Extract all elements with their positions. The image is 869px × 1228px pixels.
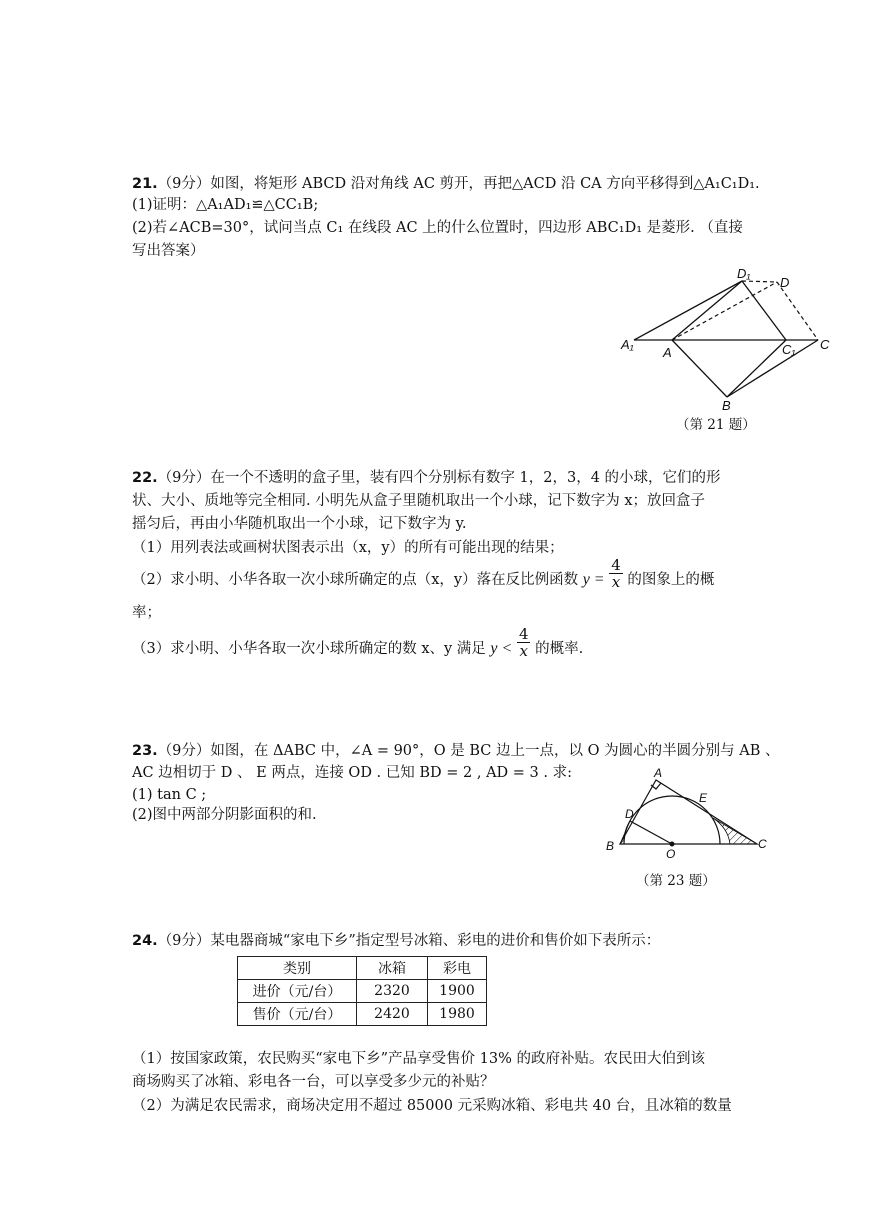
q22-line5: （2）求小明、小华各取一次小球所确定的点（x，y）落在反比例函数 y = $\frac{4}{x}$ 的图象上的概 [132, 555, 715, 591]
q21-label-d1: D₁ [737, 266, 751, 281]
table-row [238, 980, 487, 1003]
q21-line-d1c1 [742, 281, 786, 340]
q23-label-c: C [758, 837, 767, 851]
q23-label-o: O [666, 847, 676, 861]
q22-eq2-fraction: $\frac{4}{x}$ [518, 624, 529, 660]
q22-line4: （1）用列表法或画树状图表示出（x，y）的所有可能出现的结果； [132, 540, 564, 556]
table-cell: 1980 [428, 1003, 487, 1026]
table-cell: 进价（元/台） [238, 980, 357, 1003]
q22-line1: 22.（9分）在一个不透明的盒子里，装有四个分别标有数字 1，2，3，4 的小球，它们的形 [132, 470, 721, 486]
q23-semicircle [624, 796, 720, 844]
q21-line-ab [672, 340, 727, 397]
q21-line-ad-dashed [672, 282, 777, 340]
q21-label-a1: A₁ [621, 337, 634, 352]
q23-label-e: E [699, 791, 708, 805]
q22-eq1-lhs: y = [582, 571, 605, 588]
q22-line7: （3）求小明、小华各取一次小球所确定的数 x、y 满足 y < $\frac{4}{x}$ 的概率. [132, 624, 584, 660]
q23-caption: （第 23 题） [636, 873, 716, 889]
q21-caption: （第 21 题） [676, 417, 756, 433]
q24-number: 24. [132, 933, 158, 949]
q21-line1: 21.（9分）如图，将矩形 ABCD 沿对角线 AC 剪开，再把△ACD 沿 CA 方向平移得到△A₁C₁D₁. [132, 176, 760, 192]
table-cell: 1900 [428, 980, 487, 1003]
q24-price-table [237, 956, 487, 1026]
q23-shade-right [713, 818, 757, 844]
table-header-cell: 类别 [238, 957, 357, 980]
q23-right-angle [651, 783, 661, 789]
q22-number: 22. [132, 470, 158, 486]
q23-number: 23. [132, 743, 158, 759]
q23-line1: 23.（9分）如图，在 ΔABC 中，∠A = 90°，O 是 BC 边上一点，以 O 为圆心的半圆分别与 AB 、 [132, 743, 780, 759]
q21-line3: (2)若∠ACB=30°，试问当点 C₁ 在线段 AC 上的什么位置时，四边形 ABC₁D₁ 是菱形. （直接 [132, 220, 743, 236]
q23-line4: (2)图中两部分阴影面积的和. [132, 807, 317, 823]
table-cell: 2320 [357, 980, 428, 1003]
table-header-cell: 冰箱 [357, 957, 428, 980]
q22-eq2-lhs: y < [490, 640, 513, 657]
q21-label-b: B [722, 398, 731, 413]
q24-line1: 24.（9分）某电器商城“家电下乡”指定型号冰箱、彩电的进价和售价如下表所示： [132, 933, 661, 949]
table-header-row [238, 957, 487, 980]
q24-line2: （1）按国家政策，农民购买“家电下乡”产品享受售价 13% 的政府补贴。农民田大伯到该 [132, 1051, 705, 1067]
q23-label-a: A [654, 766, 663, 780]
q24-line4: （2）为满足农民需求，商场决定用不超过 85000 元采购冰箱、彩电共 40 台，且冰箱的数量 [132, 1098, 732, 1114]
q23-line-od [630, 821, 672, 844]
q21-line-d1d-dashed [742, 281, 777, 282]
q21-line4: 写出答案） [132, 243, 205, 259]
q22-line6: 率； [132, 605, 161, 621]
table-cell: 售价（元/台） [238, 1003, 357, 1026]
q21-label-d: D [780, 275, 790, 290]
q23-triangle [620, 780, 757, 844]
q22-line2: 状、大小、质地等完全相同. 小明先从盒子里随机取出一个小球，记下数字为 x；放回盒子 [132, 493, 706, 509]
q21-line2: (1)证明：△A₁AD₁≌△CC₁B; [132, 197, 319, 213]
q23-label-b: B [606, 839, 615, 853]
q21-number: 21. [132, 176, 158, 192]
q21-line-a1d1 [634, 281, 742, 340]
table-row [238, 1003, 487, 1026]
q21-line-bc [727, 340, 818, 397]
q23-line2: AC 边相切于 D 、 E 两点，连接 OD . 已知 BD = 2 , AD = 3 . 求: [132, 765, 572, 781]
q22-line3: 摇匀后，再由小华随机取出一个小球，记下数字为 y. [132, 516, 467, 532]
q23-line3: (1) tan C ; [132, 787, 207, 803]
q23-label-d: D [625, 807, 634, 821]
q23-center-o [670, 842, 675, 847]
table-header-cell: 彩电 [428, 957, 487, 980]
q23-shade-left [620, 821, 630, 844]
q21-line-dc-dashed [777, 282, 818, 340]
q21-label-c1: C₁ [782, 342, 796, 357]
q22-eq1-fraction: $\frac{4}{x}$ [611, 555, 621, 591]
q21-line-ad1 [672, 281, 742, 340]
q24-line3: 商场购买了冰箱、彩电各一台，可以享受多少元的补贴？ [132, 1074, 495, 1090]
q21-label-c: C [820, 337, 830, 352]
q21-label-a: A [663, 345, 672, 360]
table-cell: 2420 [357, 1003, 428, 1026]
q21-line-bc1 [727, 340, 786, 397]
